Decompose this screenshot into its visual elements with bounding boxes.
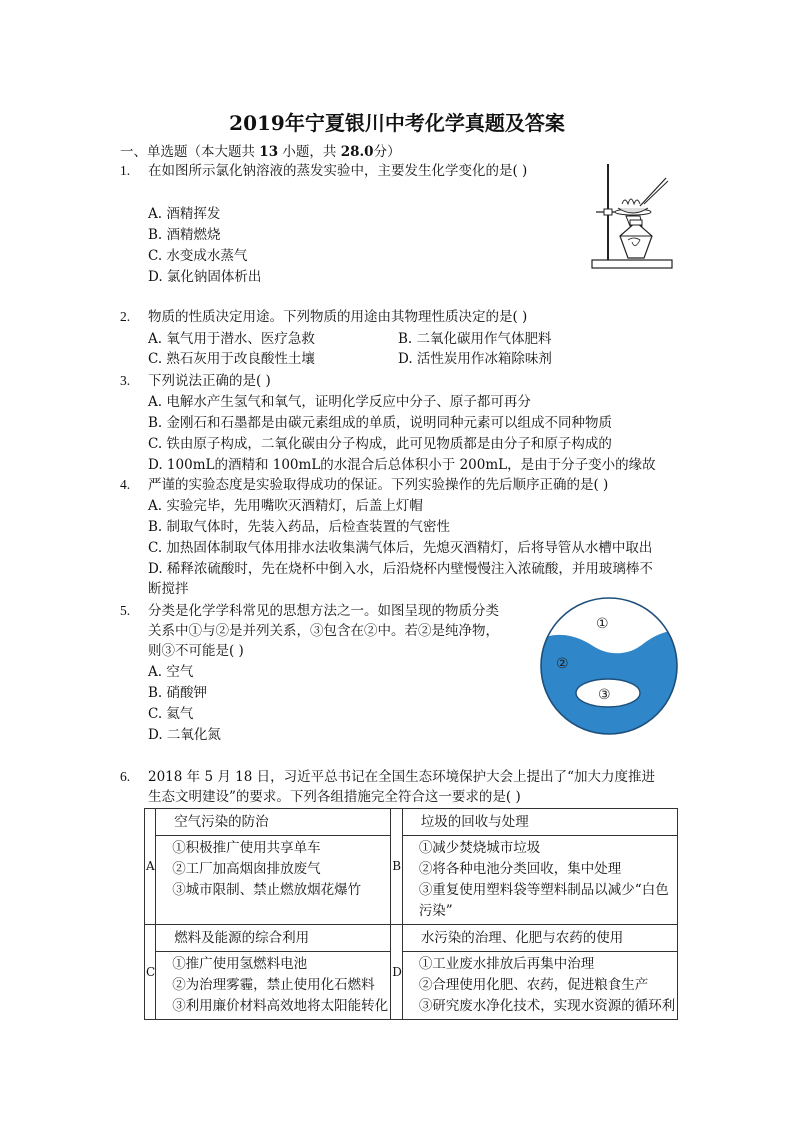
page-title: 2019年宁夏银川中考化学真题及答案 [229, 111, 565, 135]
option-c-items [156, 952, 391, 1020]
option-b-items [402, 836, 678, 925]
question-stem: 物质的性质决定用途。下列物质的用途由其物理性质决定的是( ) [148, 309, 528, 325]
list-item: ③重复使用塑料袋等塑料制品以减少“白色污染” [418, 882, 669, 919]
option-b: B. 硝酸钾 [148, 685, 208, 701]
option-c: C. 水变成水蒸气 [148, 248, 248, 264]
option-a-heading: 空气污染的防治 [156, 809, 391, 836]
region-1-label: ① [596, 616, 609, 632]
option-d: D. 二氧化氮 [148, 727, 221, 743]
list-item: ①减少焚烧城市垃圾 [418, 840, 541, 856]
question-stem-line: 生态文明建设”的要求。下列各组措施完全符合这一要求的是( ) [148, 789, 521, 805]
list-item: ①工业废水排放后再集中治理 [418, 956, 595, 972]
option-b-heading: 垃圾的回收与处理 [402, 809, 678, 836]
question-number: 1. [120, 163, 131, 178]
question-stem-line: 分类是化学学科常见的思想方法之一。如图呈现的物质分类 [148, 603, 499, 619]
option-a-items [156, 836, 391, 925]
option-b: B. 二氧化碳用作气体肥料 [398, 331, 552, 347]
list-item: ②为治理雾霾，禁止使用化石燃料 [172, 977, 375, 993]
option-a-label: A [145, 809, 156, 925]
option-a: A. 空气 [148, 664, 194, 680]
list-item: ②工厂加高烟囱排放废气 [172, 861, 321, 877]
option-d: D. 氯化钠固体析出 [148, 269, 262, 285]
list-item: ①推广使用氢燃料电池 [172, 956, 308, 972]
option-c: C. 氦气 [148, 706, 194, 722]
question-stem: 下列说法正确的是( ) [148, 373, 271, 389]
option-b: B. 酒精燃烧 [148, 227, 221, 243]
question-stem: 在如图所示氯化钠溶液的蒸发实验中，主要发生化学变化的是( ) [148, 163, 528, 179]
option-a: A. 酒精挥发 [148, 206, 221, 222]
option-a: A. 氧气用于潜水、医疗急救 [148, 331, 315, 347]
question-stem: 严谨的实验态度是实验取得成功的保证。下列实验操作的先后顺序正确的是( ) [148, 477, 609, 493]
question-number: 5. [120, 603, 131, 618]
option-b: B. 制取气体时，先装入药品，后检查装置的气密性 [148, 519, 451, 535]
list-item: ③研究废水净化技术，实现水资源的循环利 [418, 998, 676, 1014]
option-d: D. 稀释浓硫酸时，先在烧杯中倒入水，后沿烧杯内壁慢慢注入浓硫酸，并用玻璃棒不 [148, 561, 653, 577]
option-a: A. 电解水产生氢气和氧气，证明化学反应中分子、原子都可再分 [148, 394, 531, 410]
question-stem-line: 则③不可能是( ) [148, 643, 244, 659]
option-d: D. 活性炭用作冰箱除味剂 [398, 351, 552, 367]
option-c: C. 熟石灰用于改良酸性土壤 [148, 351, 315, 367]
region-2-label: ② [556, 656, 569, 672]
option-a: A. 实验完毕，先用嘴吹灭酒精灯，后盖上灯帽 [148, 498, 423, 514]
list-item: ③利用廉价材料高效地将太阳能转化 [172, 998, 389, 1014]
option-b-label: B [391, 809, 403, 925]
question-number: 3. [120, 373, 131, 388]
question-stem-line: 2018 年 5 月 18 日，习近平总书记在全国生态环境保护大会上提出了“加大力度推进 [148, 769, 655, 785]
option-d-heading: 水污染的治理、化肥与农药的使用 [402, 925, 678, 952]
list-item: ②将各种电池分类回收，集中处理 [418, 861, 622, 877]
option-b: B. 金刚石和石墨都是由碳元素组成的单质，说明同种元素可以组成不同种物质 [148, 415, 613, 431]
list-item: ③城市限制、禁止燃放烟花爆竹 [172, 882, 362, 898]
evaporation-apparatus-figure [588, 160, 676, 274]
list-item: ②合理使用化肥、农药，促进粮食生产 [418, 977, 649, 993]
option-c-heading: 燃料及能源的综合利用 [156, 925, 391, 952]
option-d-label: D [391, 925, 403, 1020]
option-c: C. 铁由原子构成，二氧化碳由分子构成，此可见物质都是由分子和原子构成的 [148, 436, 612, 452]
question-number: 2. [120, 309, 131, 324]
option-c-label: C [145, 925, 156, 1020]
question-number: 6. [120, 769, 131, 784]
measures-table [144, 808, 678, 1020]
list-item: ①积极推广使用共享单车 [172, 840, 321, 856]
option-d: D. 100mL的酒精和 100mL的水混合后总体积小于 200mL，是由于分子变小的缘故 [148, 457, 656, 473]
section-heading: 一、单选题（本大题共 13 小题，共 28.0分） [120, 144, 401, 160]
option-d-continued: 断搅拌 [148, 581, 189, 597]
question-stem-line: 关系中①与②是并列关系，③包含在②中。若②是纯净物， [148, 623, 499, 639]
option-d-items [402, 952, 678, 1020]
region-3-label: ③ [598, 687, 611, 703]
classification-circle-figure [538, 596, 680, 736]
option-c: C. 加热固体制取气体用排水法收集满气体后，先熄灭酒精灯，后将导管从水槽中取出 [148, 540, 653, 556]
question-number: 4. [120, 477, 131, 492]
